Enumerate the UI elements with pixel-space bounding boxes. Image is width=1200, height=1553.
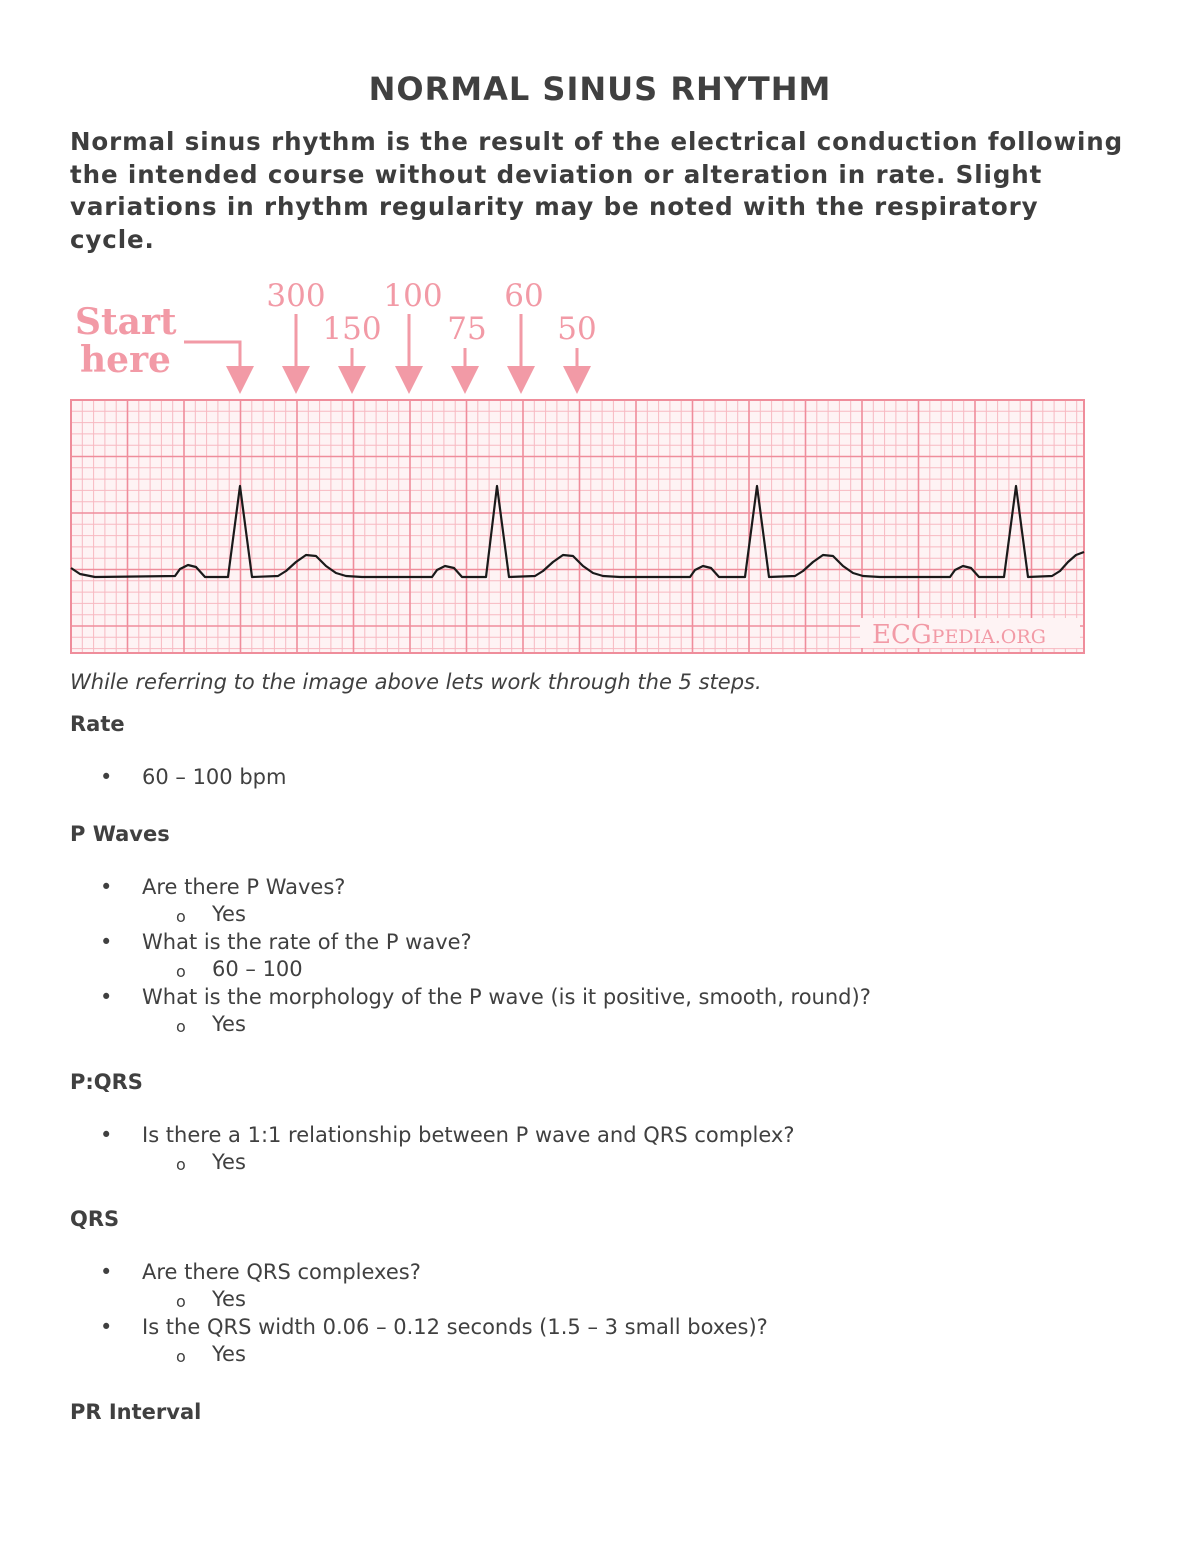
section-rate: [70, 712, 286, 791]
rate-label-300: 300: [266, 278, 326, 314]
sub-list-item: o Yes: [70, 1341, 768, 1368]
list-item: • 60 – 100 bpm: [70, 763, 286, 791]
arrow-60-icon: [507, 366, 535, 394]
watermark-small: PEDIA.ORG: [931, 626, 1046, 648]
bullet-list: [70, 1258, 768, 1368]
start-label-line2: here: [80, 339, 171, 381]
section-heading: Rate: [70, 712, 125, 736]
rate-label-60: 60: [504, 278, 544, 314]
rate-label-150: 150: [322, 311, 382, 347]
section-heading: QRS: [70, 1207, 120, 1231]
rate-label-75: 75: [447, 311, 487, 347]
ecg-figure-svg: [0, 270, 1200, 665]
arrow-300-icon: [282, 366, 310, 394]
sub-list-item: o Yes: [70, 1011, 871, 1038]
start-connector-line: [184, 342, 240, 370]
list-item: • Is there a 1:1 relationship between P wave and QRS complex?: [70, 1121, 795, 1149]
intro-paragraph: Normal sinus rhythm is the result of the electrical conduction following the intended course without deviation or alteration in rate. Slight variations in rhythm regularity may be noted with the respiratory cycle.: [70, 127, 1124, 254]
section-qrs: [70, 1207, 768, 1368]
section-p-qrs: [70, 1070, 795, 1176]
arrow-50-icon: [563, 366, 591, 394]
sub-list-item: o Yes: [70, 1149, 795, 1176]
rate-markers: [266, 278, 596, 394]
list-item: • Are there P Waves?: [70, 873, 871, 901]
arrow-75-icon: [451, 366, 479, 394]
sub-list-item: o Yes: [70, 1286, 768, 1313]
section-heading: P Waves: [70, 822, 170, 846]
bullet-list: [70, 1121, 795, 1176]
start-arrow-icon: [226, 366, 254, 394]
section-p-waves: [70, 822, 871, 1038]
arrow-150-icon: [338, 366, 366, 394]
figure-caption: While referring to the image above lets work through the 5 steps.: [70, 670, 762, 694]
list-item: • What is the rate of the P wave?: [70, 928, 871, 956]
bullet-list: [70, 763, 286, 791]
list-item: • What is the morphology of the P wave (is it positive, smooth, round)?: [70, 983, 871, 1011]
section-pr-interval: [70, 1400, 201, 1424]
watermark-big: ECG: [872, 620, 932, 650]
start-here-label: [75, 301, 254, 394]
sub-list-item: o Yes: [70, 901, 871, 928]
section-heading: P:QRS: [70, 1070, 143, 1094]
ecg-figure: [0, 270, 1200, 665]
page-title: NORMAL SINUS RHYTHM: [368, 70, 832, 108]
sub-list-item: o 60 – 100: [70, 956, 871, 983]
list-item: • Are there QRS complexes?: [70, 1258, 768, 1286]
start-label-line1: Start: [75, 301, 177, 343]
rate-label-100: 100: [383, 278, 443, 314]
rate-label-50: 50: [557, 311, 597, 347]
bullet-list: [70, 873, 871, 1038]
arrow-100-icon: [395, 366, 423, 394]
list-item: • Is the QRS width 0.06 – 0.12 seconds (1.5 – 3 small boxes)?: [70, 1313, 768, 1341]
section-heading: PR Interval: [70, 1400, 202, 1424]
